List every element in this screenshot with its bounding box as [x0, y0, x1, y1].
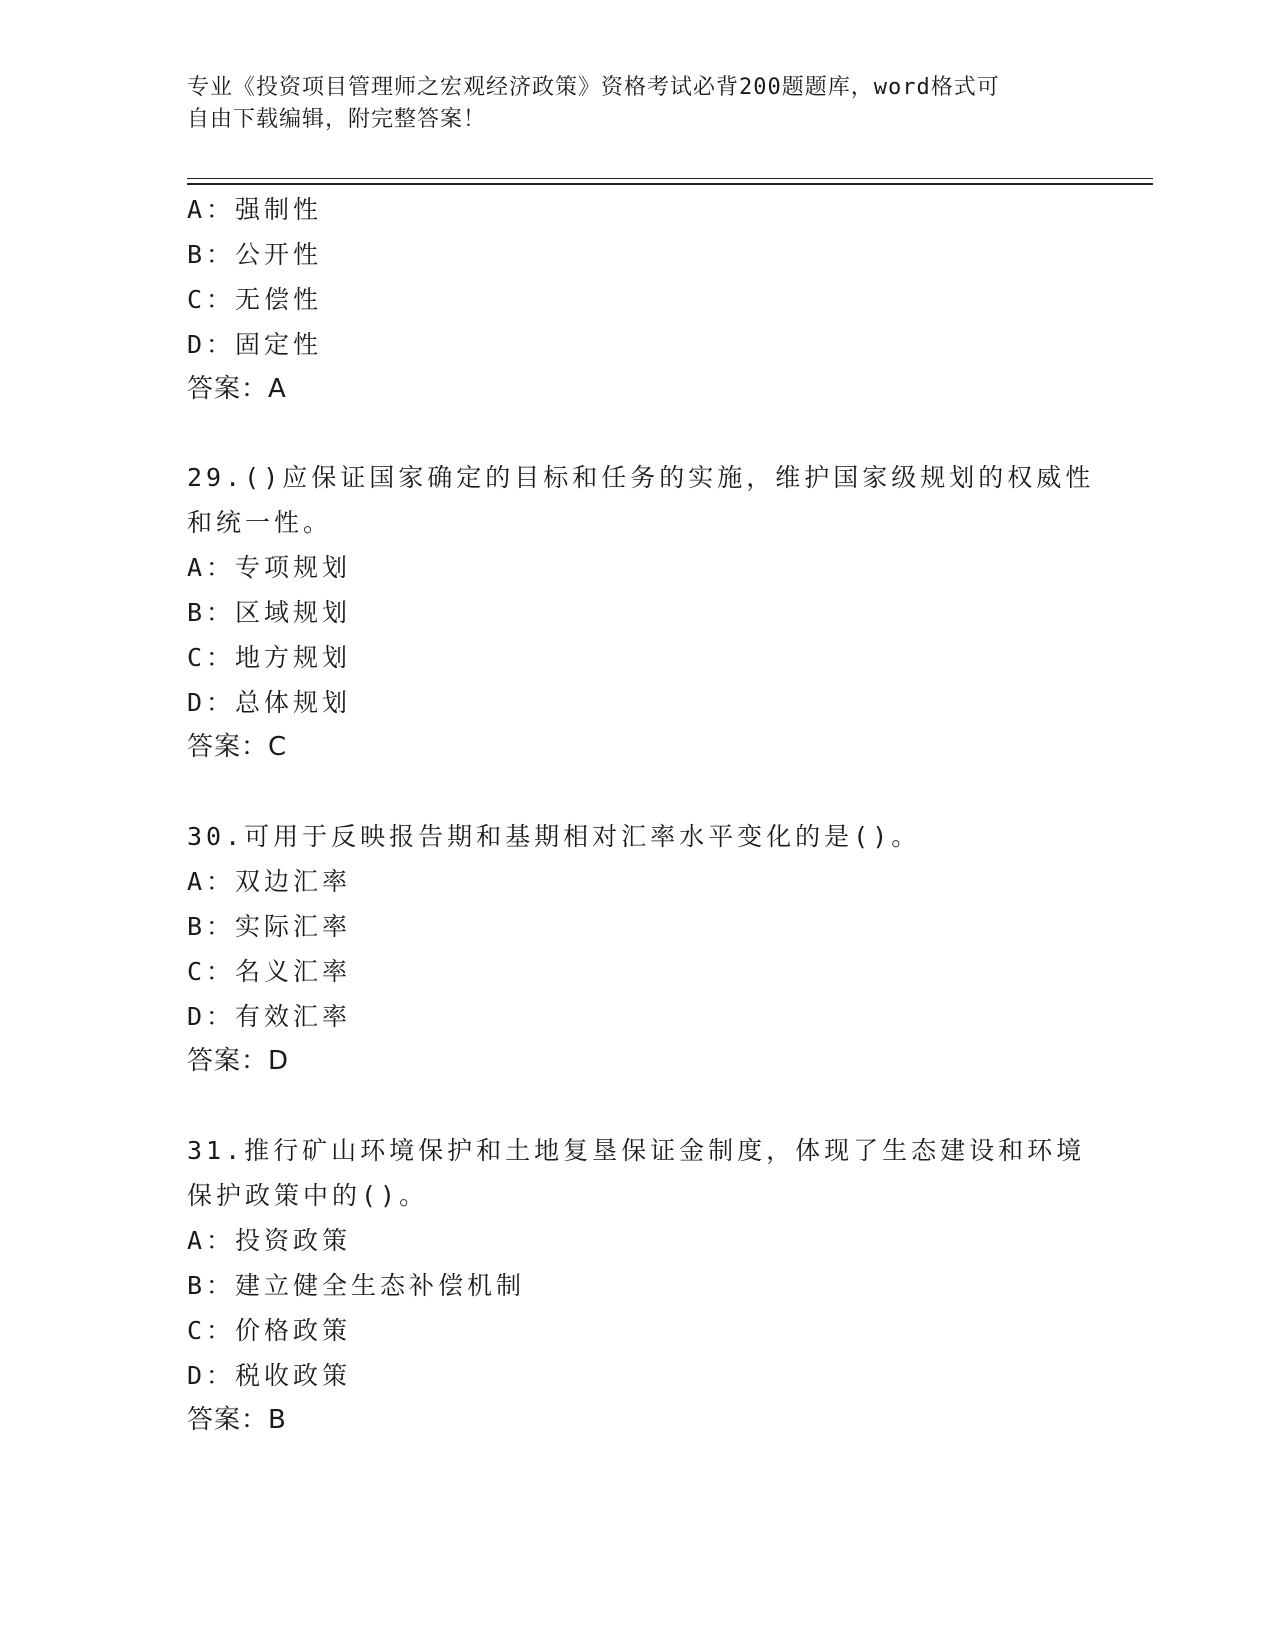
- document-header: [187, 72, 1067, 136]
- q28-option-a: A：强制性: [187, 195, 323, 224]
- q31-option-b: B：建立健全生态补偿机制: [187, 1271, 526, 1300]
- header-line-1: 专业《投资项目管理师之宏观经济政策》资格考试必背200题题库，word格式可: [187, 75, 1000, 100]
- q28-option-c: C：无偿性: [187, 285, 323, 314]
- q30-stem-line-1: 30.可用于反映报告期和基期相对汇率水平变化的是()。: [187, 822, 921, 851]
- q29-option-d: D：总体规划: [187, 688, 352, 717]
- q30-option-a: A：双边汇率: [187, 867, 352, 896]
- q31-stem-line-1: 31.推行矿山环境保护和土地复垦保证金制度，体现了生态建设和环境: [187, 1136, 1086, 1165]
- q31-stem-line-2: 保护政策中的()。: [187, 1181, 429, 1210]
- q31-option-d: D：税收政策: [187, 1361, 352, 1390]
- header-divider-thin: [187, 178, 1153, 179]
- header-divider-thick: [187, 183, 1153, 185]
- q29-option-c: C：地方规划: [187, 643, 352, 672]
- q31-answer: 答案：B: [187, 1405, 287, 1435]
- q30-option-d: D：有效汇率: [187, 1002, 352, 1031]
- header-line-2: 自由下载编辑，附完整答案！: [187, 107, 487, 132]
- q31-option-a: A：投资政策: [187, 1226, 352, 1255]
- q28-option-d: D：固定性: [187, 330, 323, 359]
- q30-option-c: C：名义汇率: [187, 957, 352, 986]
- q30-answer: 答案：D: [187, 1046, 290, 1076]
- q30-option-b: B：实际汇率: [187, 912, 352, 941]
- q29-stem-line-2: 和统一性。: [187, 508, 333, 537]
- q28-answer: 答案：A: [187, 374, 287, 404]
- q28-option-b: B：公开性: [187, 240, 323, 269]
- q29-stem-line-1: 29.()应保证国家确定的目标和任务的实施，维护国家级规划的权威性: [187, 463, 1095, 492]
- q29-option-a: A：专项规划: [187, 553, 352, 582]
- q29-answer: 答案：C: [187, 732, 288, 762]
- q29-option-b: B：区域规划: [187, 598, 352, 627]
- q31-option-c: C：价格政策: [187, 1316, 352, 1345]
